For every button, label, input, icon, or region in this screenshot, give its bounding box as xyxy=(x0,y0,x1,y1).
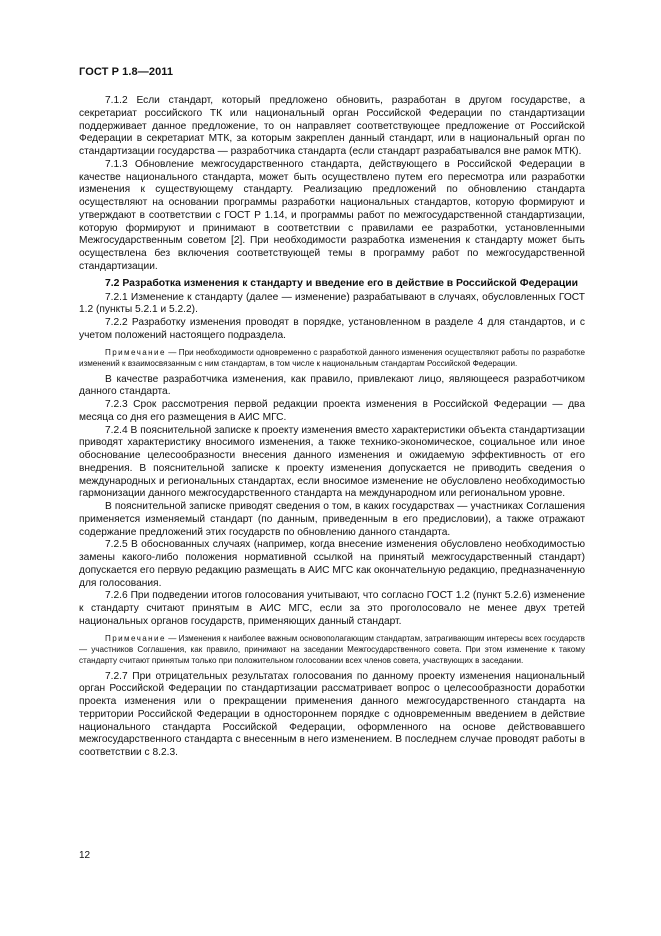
paragraph-7-2-2-developer: В качестве разработчика изменения, как правило, привлекают лицо, являющееся разработчиком данного стандарта. xyxy=(79,373,585,398)
note-2 xyxy=(79,633,585,666)
paragraph-7-2-4-note: В пояснительной записке приводят сведения о том, в каких государствах — участниках Соглашения применяется изменяемый стандарт (по данным, приведенным в его предисловии), а также отражают содержание предложений этих государств по обновлению данного стандарта. xyxy=(79,501,585,538)
document-header: ГОСТ Р 1.8—2011 xyxy=(79,66,174,78)
paragraph-7-1-3: 7.1.3 Обновление межгосударственного стандарта, действующего в Российской Федерации в качестве национального стандарта, может быть осуществлено путем его пересмотра или разработки изменения к существующему стандарту. Реализацию предложений по обновлению стандарта осуществляют на основании программы разработки национальных стандартов, которую формируют и утверждают в соответствии с ГОСТ Р 1.14, и программы работ по межгосударственной стандартизации, которую формируют и принимают в соответствии с правилами ее разработки, установленными Межгосударственным советом [2]. При необходимости разработка изменения к стандарту может быть осуществлена без включения соответствующей темы в программу работ по межгосударственной стандартизации. xyxy=(79,158,585,272)
paragraph-7-2-4: 7.2.4 В пояснительной записке к проекту изменения вместо характеристики объекта стандартизации приводят характеристику вносимого изменения, а также технико-экономическое, социальное или иное обоснование целесообразности внесения данного изменения и ожидаемую эффективность от его внедрения. В пояснительной записке к проекту изменения допускается не приводить сведения о международных и региональных стандартах, если вносимое изменение не обусловлено необходимостью гармонизации данного межгосударственного стандарта на международном или региональном уровне. xyxy=(79,424,585,500)
paragraph-7-1-2: 7.1.2 Если стандарт, который предложено обновить, разработан в другом государстве, а секретариат российского ТК или национальный орган Российской Федерации по стандартизации поддерживает данное предложение, то он направляет соответствующее предложение от Российской Федерации в секретариат МТК, за которым закреплен данный стандарт, или в национальный орган по стандартизации государства — разработчика стандарта (если стандарт разрабатывался вне рамок МТК). xyxy=(79,95,585,157)
note-1 xyxy=(79,347,585,369)
paragraph-7-2-5: 7.2.5 В обоснованных случаях (например, когда внесение изменения обусловлено необходимостью замены какого-либо положения нормативной ссылкой на принятый межгосударственный стандарт) допускается его первую редакцию размещать в АИС МГС как окончательную редакцию, предназначенную для голосования. xyxy=(79,539,585,589)
paragraph-7-2-3: 7.2.3 Срок рассмотрения первой редакции проекта изменения в Российской Федерации — два месяца со дня его размещения в АИС МГС. xyxy=(79,399,585,423)
note-1-label: Примечание xyxy=(105,347,166,357)
note-1-text: — При необходимости одновременно с разработкой данного изменения осуществляют работы по разработке изменений к взаимосвязанным с ним стандартам, в том числе к национальным стандартам Российской Федерации. xyxy=(79,347,585,368)
note-2-label: Примечание xyxy=(105,633,166,643)
document-body xyxy=(79,95,585,760)
paragraph-7-2-1: 7.2.1 Изменение к стандарту (далее — изменение) разрабатывают в случаях, обусловленных ГОСТ 1.2 (пункты 5.2.1 и 5.2.2). xyxy=(79,291,585,316)
section-heading-7-2: 7.2 Разработка изменения к стандарту и введение его в действие в Российской Федерации xyxy=(105,277,579,289)
page-number: 12 xyxy=(79,850,91,861)
paragraph-7-2-2: 7.2.2 Разработку изменения проводят в порядке, установленном в разделе 4 для стандартов, и с учетом положений настоящего подраздела. xyxy=(79,317,585,341)
paragraph-7-2-7: 7.2.7 При отрицательных результатах голосования по данному проекту изменения национальный орган Российской Федерации по стандартизации рассматривает вопрос о целесообразности доработки проекта изменения или о прекращении применения данного межгосударственного стандарта на территории Российской Федерации в одностороннем порядке с одновременным введением в действие национального стандарта Российской Федерации, оформленного на основе действовавшего межгосударственного стандарта с внесенным в него изменением. В последнем случае проводят работы в соответствии с 8.2.3. xyxy=(79,670,585,758)
note-2-text: — Изменения к наиболее важным основополагающим стандартам, затрагивающим интересы всех государств — участников Соглашения, как правило, принимают на заседании Межгосударственного совета. При этом изменение к такому стандарту считают принятым только при положительном голосовании всех членов совета, участвующих в заседании. xyxy=(79,633,585,665)
paragraph-7-2-6: 7.2.6 При подведении итогов голосования учитывают, что согласно ГОСТ 1.2 (пункт 5.2.6) изменение к стандарту считают принятым в АИС МГС, если за это проголосовало не менее двух третей национальных органов государств, применяющих данный стандарт. xyxy=(79,590,585,627)
